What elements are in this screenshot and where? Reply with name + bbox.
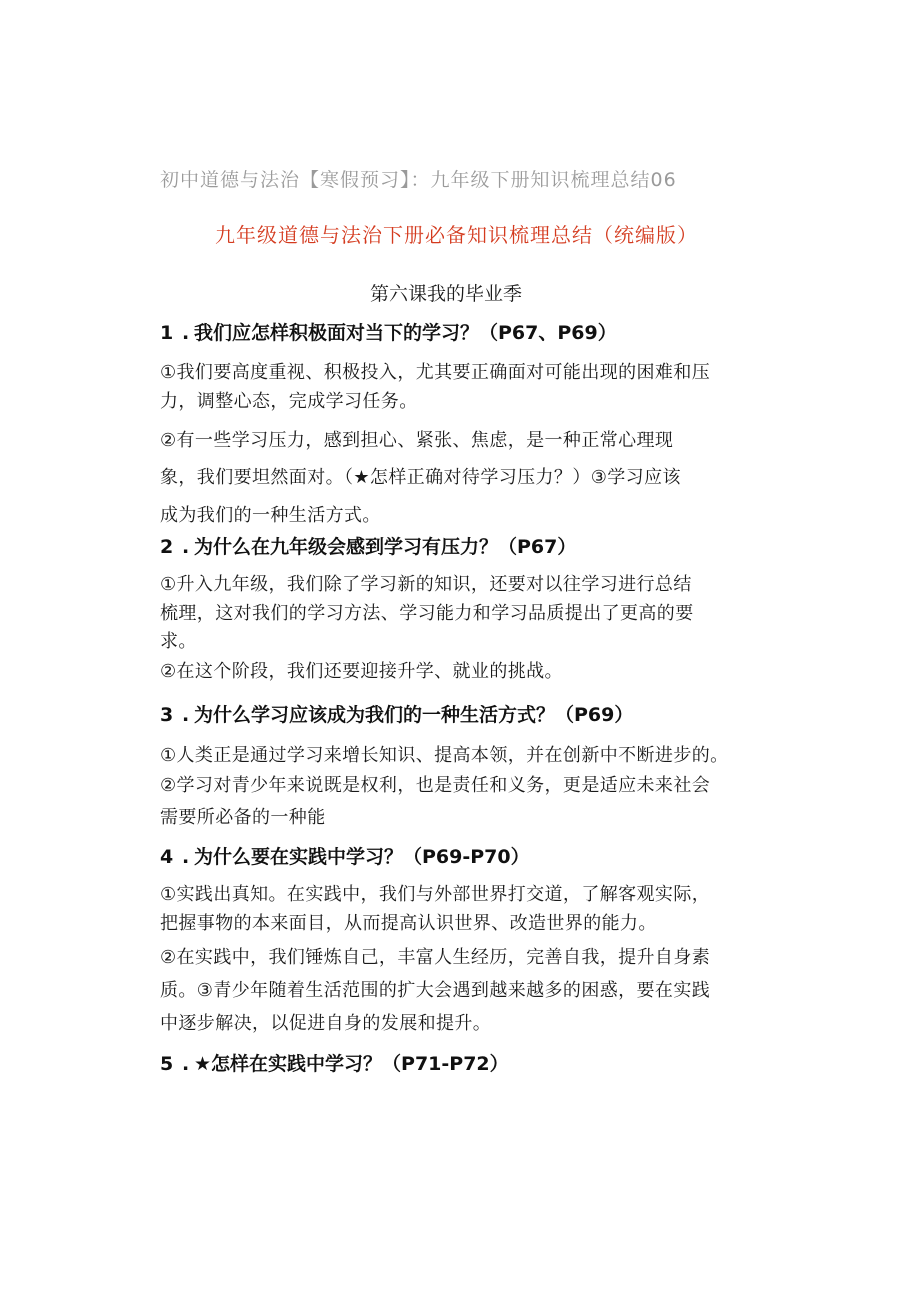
question-text: 为什么在九年级会感到学习有压力？（P67） [194, 536, 577, 558]
answer-line: 梳理，这对我们的学习方法、学习能力和学习品质提出了更高的要 [160, 603, 694, 624]
question-heading: 5 . ★怎样在实践中学习？（P71-P72） [160, 1053, 509, 1075]
question-text: 我们应怎样积极面对当下的学习？（P67、P69） [194, 322, 617, 344]
answer-line: 力，调整心态，完成学习任务。 [160, 391, 418, 412]
question-number: 1 [160, 322, 174, 344]
question-text: ★怎样在实践中学习？（P71-P72） [194, 1053, 509, 1075]
answer-line: ①实践出真知。在实践中，我们与外部世界打交道，了解客观实际， [160, 884, 711, 905]
answer-line: 需要所必备的一种能 [160, 807, 326, 828]
answer-line: 求。 [160, 631, 197, 652]
answer-line: 把握事物的本来面目，从而提高认识世界、改造世界的能力。 [160, 913, 657, 934]
answer-line: ①人类正是通过学习来增长知识、提高本领，并在创新中不断进步的。 [160, 745, 729, 766]
question-number: 4 [160, 846, 174, 868]
question-heading: 2 . 为什么在九年级会感到学习有压力？（P67） [160, 536, 577, 558]
answer-line: 质。③青少年随着生活范围的扩大会遇到越来越多的困惑，要在实践 [160, 980, 711, 1001]
answer-line: 中逐步解决，以促进自身的发展和提升。 [160, 1013, 492, 1034]
answer-line: ①我们要高度重视、积极投入，尤其要正确面对可能出现的困难和压 [160, 362, 711, 383]
question-number: 2 [160, 536, 174, 558]
question-text: 为什么学习应该成为我们的一种生活方式？（P69） [194, 704, 634, 726]
answer-line: ①升入九年级，我们除了学习新的知识，还要对以往学习进行总结 [160, 574, 692, 595]
question-text: 为什么要在实践中学习？（P69-P70） [194, 846, 530, 868]
answer-line: ②在这个阶段，我们还要迎接升学、就业的挑战。 [160, 661, 563, 682]
question-heading: 3 . 为什么学习应该成为我们的一种生活方式？（P69） [160, 704, 634, 726]
document-title: 九年级道德与法治下册必备知识梳理总结（统编版） [215, 223, 698, 247]
document-header: 初中道德与法治【寒假预习】：九年级下册知识梳理总结06 [160, 169, 677, 191]
answer-line: ②有一些学习压力，感到担心、紧张、焦虑，是一种正常心理现 [160, 430, 674, 451]
question-heading: 4 . 为什么要在实践中学习？（P69-P70） [160, 846, 530, 868]
question-number: 5 [160, 1053, 174, 1075]
answer-line: 成为我们的一种生活方式。 [160, 505, 381, 526]
answer-line: ②在实践中，我们锤炼自己，丰富人生经历，完善自我，提升自身素 [160, 947, 711, 968]
question-heading: 1 . 我们应怎样积极面对当下的学习？（P67、P69） [160, 322, 617, 344]
lesson-title: 第六课我的毕业季 [370, 283, 523, 305]
answer-line: ②学习对青少年来说既是权利，也是责任和义务，更是适应未来社会 [160, 775, 711, 796]
answer-line: 象，我们要坦然面对。（★怎样正确对待学习压力？）③学习应该 [160, 467, 681, 488]
question-number: 3 [160, 704, 174, 726]
